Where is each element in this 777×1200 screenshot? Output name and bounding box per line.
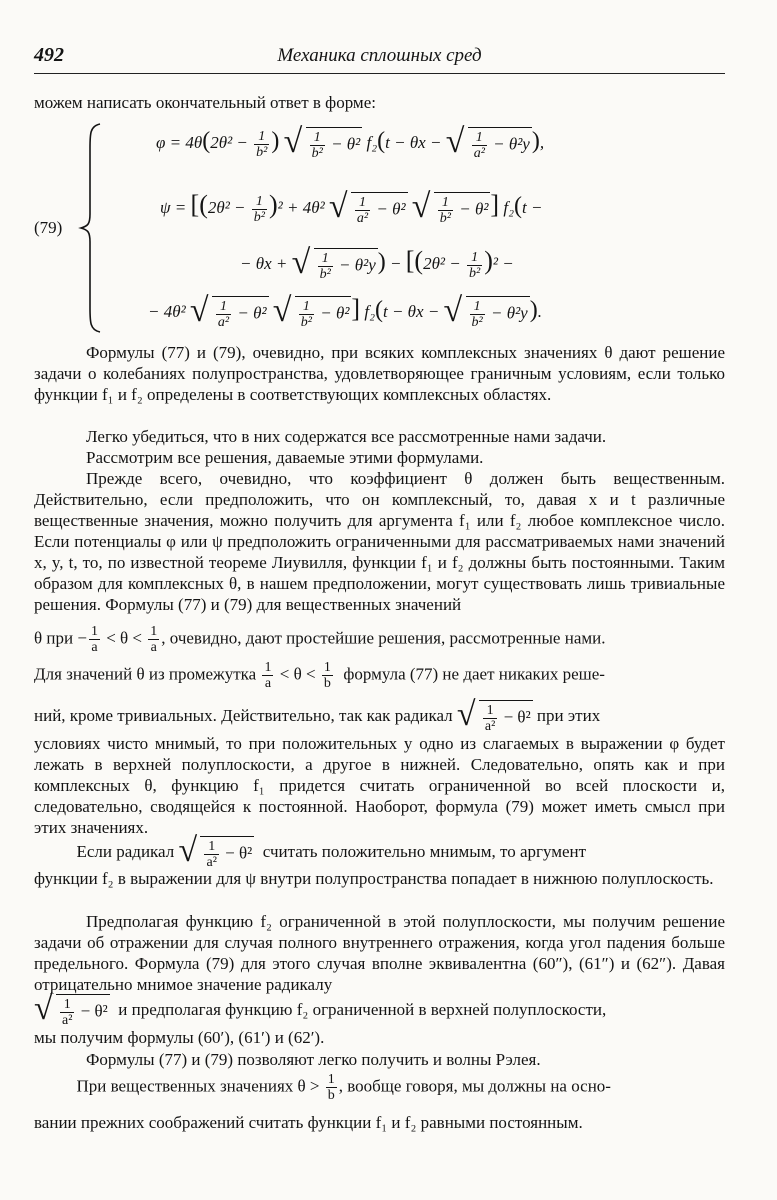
- paragraph-8-line-1: При вещественных значениях θ > $\frac{1}{b}$ , вообще говоря, мы должны на осно-: [34, 1072, 611, 1103]
- paragraph-8-line-2: вании прежних соображений считать функции f₁ и f₂ равными постоянным.: [34, 1113, 583, 1132]
- paragraph-4-line-3: Для значений θ из промежутка $\frac{1}{a}$ < θ < $\frac{1}{b}$ формула (77) не дает никаких реше-: [34, 660, 605, 691]
- paragraph-4: Прежде всего, очевидно, что коэффициент θ должен быть вещественным. Действительно, если предположить, что он комплексный, то, давая x и t различные вещественные значения, можно получить для аргумента f₁ или f₂ любое комплексное число. Если потенциалы φ или ψ предположить ограниченными для рассматриваемых нами значений x, y, t, то, по известной теореме Лиувилля, функции f₁ и f₂ должны быть постоянными. Таким образом для комплексных θ, в нашем предположении, могут существовать лишь тривиальные решения. Формулы (77) и (79) для вещественных значений: [34, 469, 725, 614]
- paragraph-5-line-1: Если радикал √ $\frac{1}{\text{a²}}$ − θ² считать положительно мнимым, то аргумент: [34, 832, 587, 870]
- paragraph-6: Предполагая функцию f₂ ограниченной в этой полуплоскости, мы получим решение задачи об отражении для случая полного внутреннего отражения, когда угол падения больше предельного. Формула (79) для этого случая вполне эквивалентна (60″), (61″) и (62″). Давая отрицательно мнимое значение радикалу: [34, 912, 725, 994]
- equation-label: (79): [34, 218, 63, 237]
- paragraph-5-rest: функции f₂ в выражении для ψ внутри полупространства попадает в нижнюю полуплоскость.: [34, 869, 714, 888]
- equation-psi-line-1: ψ = [(2θ² − $\frac{1}{\text{b²}}$ )² + 4θ² √ $\frac{1}{\text{a²}}$ − θ² √ $\frac{1}{\text{b²}}$ − θ²] f₂(t −: [160, 188, 543, 227]
- paragraph-6-line-3: мы получим формулы (60′), (61′) и (62′).: [34, 1028, 325, 1047]
- left-brace: [78, 122, 106, 334]
- page-number: 492: [34, 44, 64, 66]
- paragraph-2: Легко убедиться, что в них содержатся все рассмотренные нами задачи.: [86, 427, 607, 446]
- paragraph-3: Рассмотрим все решения, даваемые этими формулами.: [86, 448, 484, 467]
- intro-line: можем написать окончательный ответ в форме:: [34, 93, 376, 112]
- paragraph-6-line-2: √ $\frac{1}{\text{a²}}$ − θ² и предполагая функцию f₂ ограниченной в верхней полуплоскости,: [34, 990, 607, 1028]
- page-header: [34, 44, 725, 72]
- paragraph-4-rest: условиях чисто мнимый, то при положительных y одно из слагаемых в выражении φ будет лежать в верхней полуплоскости, а другое в нижней. Следовательно, опять как и при комплексных θ, функцию f₁ придется считать ограниченной во всей плоскости и, следовательно, сводящейся к постоянной. Наоборот, формула (79) может иметь смысл при этих значениях.: [34, 734, 725, 837]
- header-rule: [34, 73, 725, 74]
- running-title: Механика сплошных сред: [277, 45, 482, 66]
- paragraph-7: Формулы (77) и (79) позволяют легко получить и волны Рэлея.: [86, 1050, 541, 1069]
- equation-psi-line-3: − 4θ² √ $\frac{1}{\text{a²}}$ − θ² √ $\frac{1}{\text{b²}}$ − θ²] f₂(t − θx − √ $\frac{1}{\text{b²}}$ − θ²y).: [148, 292, 542, 331]
- paragraph-1: Формулы (77) и (79), очевидно, при всяких комплексных значениях θ дают решение задачи о колебаниях полупространства, удовлетворяющее граничным условиям, если только функции f₁ и f₂ определены в соответствующих комплексных областях.: [34, 343, 725, 404]
- paragraph-4-line-4: ний, кроме тривиальных. Действительно, так как радикал √ $\frac{1}{\text{a²}}$ − θ² при этих: [34, 696, 601, 734]
- equation-phi-line: φ = 4θ(2θ² − $\frac{1}{\text{b²}}$ ) √ $\frac{1}{\text{b²}}$ − θ² f₂(t − θx − √ $\frac{1}{\text{a²}}$ − θ²y),: [156, 123, 545, 161]
- equation-psi-line-2: − θx + √ $\frac{1}{\text{b²}}$ − θ²y) − [(2θ² − $\frac{1}{\text{b²}}$ )² −: [240, 244, 514, 283]
- paragraph-4-line-2: θ при − $\frac{1}{a}$ < θ < $\frac{1}{a}$ , очевидно, дают простейшие решения, рассмотренные нами.: [34, 624, 606, 655]
